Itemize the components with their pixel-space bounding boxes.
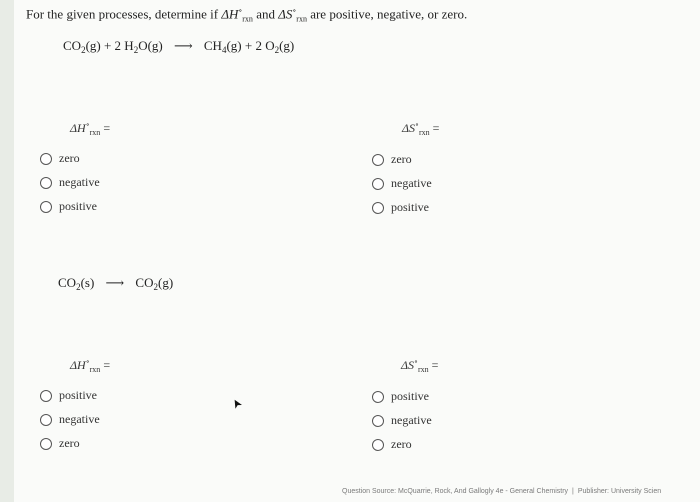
radio-button[interactable] xyxy=(372,154,384,166)
process2-ds-label: $\Delta S^\circ_{rxn}$ = xyxy=(401,357,439,374)
radio-button[interactable] xyxy=(40,153,52,165)
process1-equation: $CO_2(g) + 2$ $H_2O(g)$ ⟶ $CH_4(g) + 2$ $O_2(g)$ xyxy=(63,38,295,55)
radio-button[interactable] xyxy=(372,391,384,403)
radio-button[interactable] xyxy=(372,202,384,214)
reaction-arrow: ⟶ xyxy=(174,38,193,53)
question-card xyxy=(14,0,700,502)
process1-dh-label: $\Delta H^\circ_{rxn}$ = xyxy=(70,120,111,137)
process1-ds-option[interactable]: zero xyxy=(372,152,412,167)
radio-button[interactable] xyxy=(40,177,52,189)
process2-ds-option[interactable]: zero xyxy=(372,437,412,452)
process1-dh-option[interactable]: negative xyxy=(40,175,100,190)
question-prompt: For the given processes, determine if $\Delta H^\circ_{rxn}$ and $\Delta S^\circ_{rxn}$ are positive, negative, or zero. xyxy=(26,6,468,24)
reaction-arrow: ⟶ xyxy=(105,275,125,290)
process2-ds-option[interactable]: positive xyxy=(372,389,429,404)
radio-button[interactable] xyxy=(372,439,384,451)
process2-dh-option[interactable]: negative xyxy=(40,412,100,427)
radio-button[interactable] xyxy=(40,390,52,402)
process1-ds-label: $\Delta S^\circ_{rxn}$ = xyxy=(402,120,440,137)
radio-button[interactable] xyxy=(372,178,384,190)
process2-dh-label: $\Delta H^\circ_{rxn}$ = xyxy=(70,357,111,374)
process1-dh-option[interactable]: positive xyxy=(40,199,97,214)
mouse-cursor-icon: ➤ xyxy=(228,395,246,412)
radio-button[interactable] xyxy=(40,438,52,450)
process1-ds-option[interactable]: negative xyxy=(372,176,432,191)
process2-ds-option[interactable]: negative xyxy=(372,413,432,428)
process2-equation: $CO_2(s)$ ⟶ $CO_2(g)$ xyxy=(58,275,174,292)
radio-button[interactable] xyxy=(372,415,384,427)
process2-dh-option[interactable]: zero xyxy=(40,436,80,451)
process2-dh-option[interactable]: positive xyxy=(40,388,97,403)
process1-dh-option[interactable]: zero xyxy=(40,151,80,166)
radio-button[interactable] xyxy=(40,201,52,213)
radio-button[interactable] xyxy=(40,414,52,426)
question-source-footer: Question Source: McQuarrie, Rock, And Gallogly 4e - General Chemistry | Publisher: University Scien xyxy=(342,488,662,495)
process1-ds-option[interactable]: positive xyxy=(372,200,429,215)
